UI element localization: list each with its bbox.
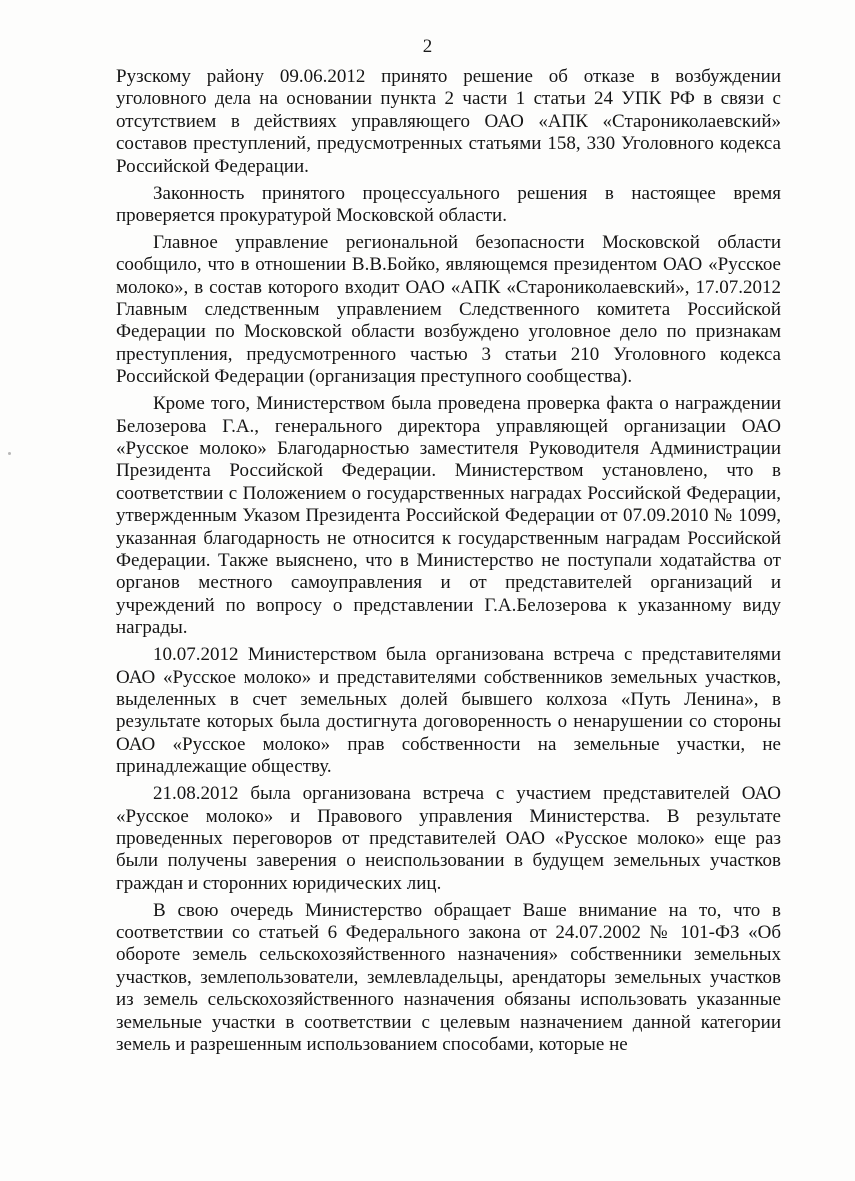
scan-speck [8,452,11,455]
page-number: 2 [422,36,433,57]
paragraph-meeting-legal: 21.08.2012 была организована встреча с участием представителей ОАО «Русское молоко» и Правового управления Министерства. В результате проведенных переговоров от представителей ОАО «Русское молоко» еще раз были получены заверения о неиспользовании в будущем земельных участков граждан и сторонних юридических лиц. [116,783,781,894]
paragraph-meeting-landowners: 10.07.2012 Министерством была организована встреча с представителями ОАО «Русское молоко» и представителями собственников земельных участков, выделенных в счет земельных долей бывшего колхоза «Путь Ленина», в результате которых была достигнута договоренность о ненарушении со стороны ОАО «Русское молоко» прав собственности на земельные участки, не принадлежащие обществу. [116,644,781,778]
document-body [116,66,781,1061]
paragraph-award-check: Кроме того, Министерством была проведена проверка факта о награждении Белозерова Г.А., генерального директора управляющей организации ОАО «Русское молоко» Благодарностью заместителя Руководителя Администрации Президента Российской Федерации. Министерством установлено, что в соответствии с Положением о государственных наградах Российской Федерации, утвержденным Указом Президента Российской Федерации от 07.09.2010 № 1099, указанная благодарность не относится к государственным наградам Российской Федерации. Также выяснено, что в Министерство не поступали ходатайства от органов местного самоуправления и от представителей организаций и учреждений по вопросу о представлении Г.А.Белозерова к указанному виду награды. [116,393,781,639]
paragraph-criminal-case-refusal: Рузскому району 09.06.2012 принято решение об отказе в возбуждении уголовного дела на основании пункта 2 части 1 статьи 24 УПК РФ в связи с отсутствием в действиях управляющего ОАО «АПК «Староникол﻿аевский» составов преступлений, предусмотренных статьями 158, 330 Уголовного кодекса Российской Федерации. [116,66,781,177]
paragraph-land-law: В свою очередь Министерство обращает Ваше внимание на то, что в соответствии со статьей 6 Федерального закона от 24.07.2002 № 101-ФЗ «Об обороте земель сельскохозяйственного назначения» собственники земельных участков, землепользователи, землевладельцы, арендаторы земельных участков из земель сельскохозяйственного назначения обязаны использовать указанные земельные участки в соответствии с целевым назначением данной категории земель и разрешенным использованием способами, которые не [116,899,781,1056]
paragraph-prosecutor-review: Законность принятого процессуального решения в настоящее время проверяется прокуратурой Московской области. [116,182,781,226]
paragraph-security-report: Главное управление региональной безопасности Московской области сообщило, что в отношении В.В.Бойко, являющемся президентом ОАО «Русское молоко», в состав которого входит ОАО «АПК «Староникол﻿аевский», 17.07.2012 Главным следственным управлением Следственного комитета Российской Федерации по Московской области возбуждено уголовное дело по признакам преступления, предусмотренного частью 3 статьи 210 Уголовного кодекса Российской Федерации (организация преступного сообщества). [116,231,781,388]
